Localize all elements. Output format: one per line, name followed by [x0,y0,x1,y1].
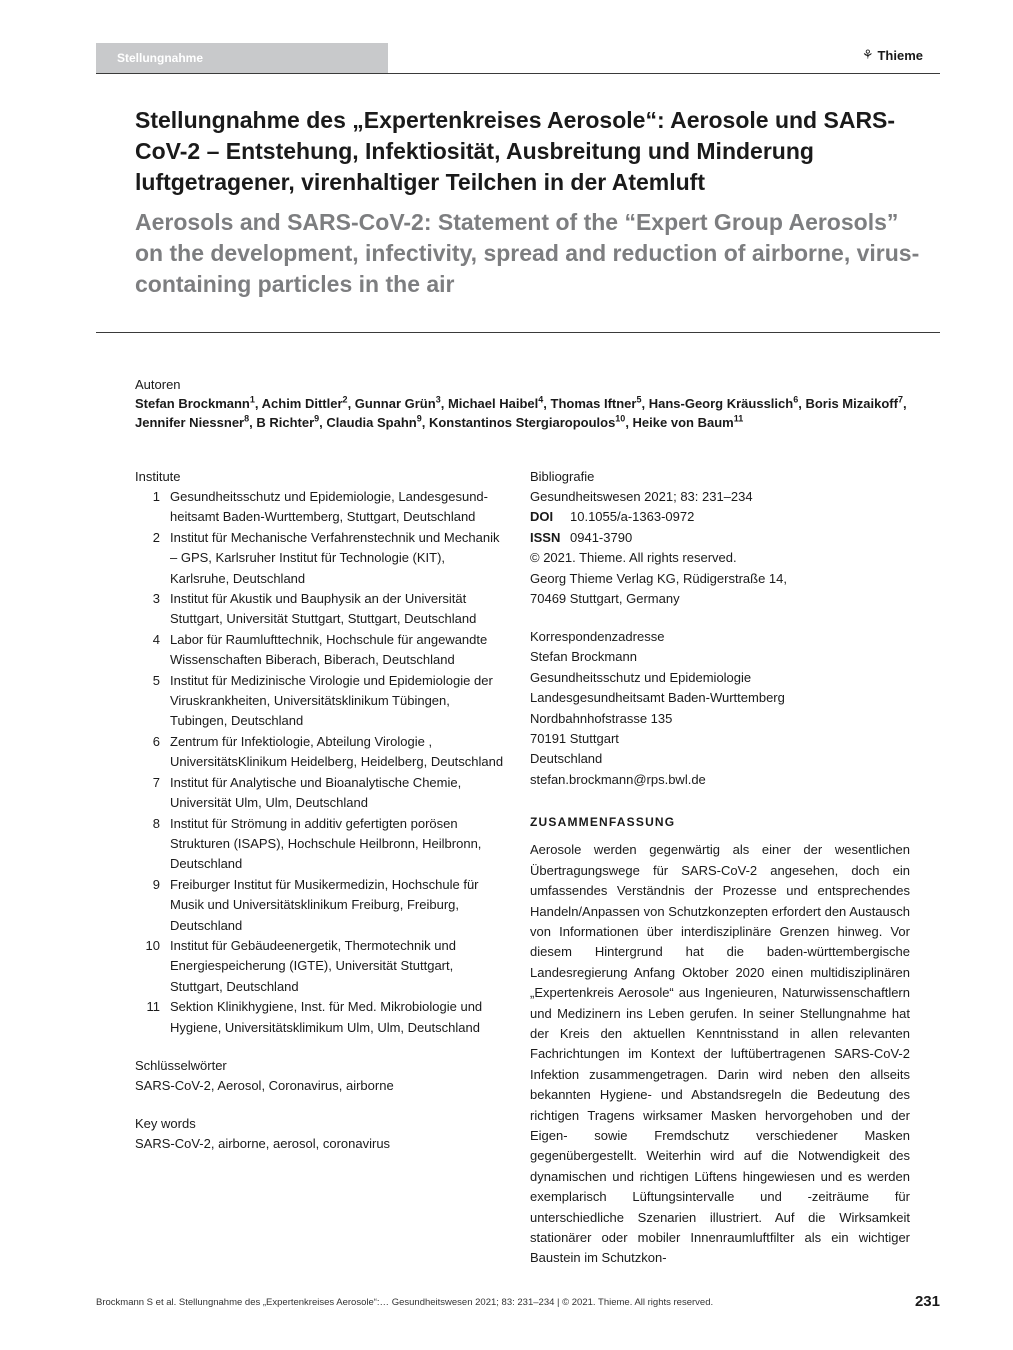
author-affiliation: 9 [314,413,320,424]
author-name: B Richter [256,415,315,430]
publisher-address-1: Georg Thieme Verlag KG, Rüdigerstraße 14, [530,570,787,586]
institute-number: 6 [152,733,160,749]
correspondence-line: Gesundheitsschutz und Epidemiologie [530,669,752,685]
author-name: Heike von Baum [632,415,734,430]
author-name: Michael Haibel [447,396,539,411]
institute-item [135,732,505,773]
keywords-en-label: Key words [135,1116,196,1132]
institute-item [135,671,505,732]
institute-number: 11 [146,999,160,1015]
author-list: Stefan Brockmann$^1$, Achim Dittler$^2$, Gunnar Grün$^3$, Michael Haibel$^4$, Thomas Iftner$^5$, Hans-Georg Kräusslich$^6$, Boris Mizaikoff$^7$, Jennifer Niessner$^8$, B Richter$^9$, Claudia Spahn$^9$, Konstantinos Stergiaropoulos$^{10}$, Heike von Baum$^{11}$ [135,394,907,430]
correspondence-line: Stefan Brockmann [530,649,637,665]
author-name: Thomas Iftner [550,396,637,411]
institute-text: Labor für Raumlufttechnik, Hochschule für angewandte Wissenschaften Biberach, Biberach, Deutschland [170,631,488,668]
author-name: Achim Dittler [261,396,343,411]
issn-value: 0941-3790 [570,529,633,545]
institute-item [135,997,505,1038]
institute-text: Institut für Strömung in additiv gefertigten porösen Strukturen (ISAPS), Hochschule Heilbronn, Heilbronn, Deutschland [170,815,482,872]
author-affiliation: 4 [538,394,544,405]
institute-list [135,487,505,1038]
author-name: Jennifer Niessner [135,415,245,430]
institute-item [135,487,505,528]
author-name: Boris Mizaikoff [805,396,898,411]
institute-number: 1 [152,489,160,504]
author-affiliation: 5 [636,394,642,405]
author-affiliation: 7 [897,394,903,405]
institute-item [135,630,505,671]
correspondence-line: Deutschland [530,751,603,767]
institute-item [135,936,505,997]
institute-number: 7 [152,774,160,790]
institute-item [135,814,505,875]
issn-label: ISSN [530,529,561,545]
institute-text: Gesundheitsschutz und Epidemiologie, Landesgesund-heitsamt Baden-Wurttemberg, Stuttgart, Deutschland [170,489,488,525]
institute-item [135,528,505,589]
doi-label: DOI [530,509,554,525]
institute-number: 5 [152,672,160,688]
author-name: Gunnar Grün [354,396,436,411]
institute-number: 3 [152,591,160,607]
institute-number: 10 [145,937,160,953]
doi-line [530,507,910,527]
title-divider [96,332,940,333]
author-affiliation: 6 [793,394,799,405]
institute-text: Institut für Medizinische Virologie und Epidemiologie der Viruskrankheiten, Universitätsklinikum Tübingen, Tubingen, Deutschland [170,672,493,729]
author-name: Hans-Georg Kräusslich [648,396,794,411]
author-affiliation: 8 [244,413,250,424]
keywords-de-label: Schlüsselwörter [135,1057,227,1073]
correspondence-label: Korrespondenzadresse [530,629,665,645]
author-affiliation: 10 [615,413,626,424]
institute-text: Institut für Akustik und Bauphysik an der Universität Stuttgart, Universität Stuttgart, Stuttgart, Deutschland [170,591,477,627]
author-affiliation: 3 [435,394,441,405]
issn-line [530,528,910,548]
footer-citation: Brockmann S et al. Stellungnahme des „Expertenkreises Aerosole“:… Gesundheitswesen 2021; 83: 231–234 | © 2021. Thieme. All rights reserved. [96,1297,714,1308]
correspondence-email[interactable]: stefan.brockmann@rps.bwl.de [530,771,706,787]
institute-text: Zentrum für Infektiologie, Abteilung Virologie , UniversitätsKlinikum Heidelberg, Heidelberg, Deutschland [170,733,504,770]
header-divider [96,73,940,74]
abstract-heading: ZUSAMMENFASSUNG [530,815,676,830]
page-number: 231 [914,1293,940,1310]
author-name: Stefan Brockmann [135,396,250,411]
institute-item [135,589,505,630]
author-name: Konstantinos Stergiaropoulos [428,415,616,430]
institute-number: 2 [152,529,160,545]
left-column [135,467,505,1155]
institutes-label: Institute [135,469,181,484]
title-english: Aerosols and SARS-CoV-2: Statement of the “Expert Group Aerosols” on the development, infectivity, spread and reduction of airborne, virus-containing particles in the air [135,209,920,297]
keywords-de-value: SARS-CoV-2, Aerosol, Coronavirus, airborne [135,1077,394,1093]
keywords-en-value: SARS-CoV-2, airborne, aerosol, coronavirus [135,1136,391,1152]
institute-number: 9 [152,876,160,892]
publisher-address-2: 70469 Stuttgart, Germany [530,591,680,607]
copyright-line: © 2021. Thieme. All rights reserved. [530,550,737,566]
abstract-text: Aerosole werden gegenwärtig als einer der wesentlichen Übertragungswege für SARS-CoV-2 angesehen, doch ein umfassendes Verständnis der Prozesse und entsprechendes Handeln/Anpassen von Schutzkonzepten erfordert den Austausch von Informationen über interdisziplinäre Grenzen hinweg. Vor diesem Hintergrund hat die baden-württembergische Landesregierung Anfang Oktober 2020 einen multidisziplinären „Expertenkreis Aerosole“ aus Ingenieuren, Naturwissenschaftlern und Medizinern ins Leben gerufen. In seiner Stellungnahme hat der Kreis den aktuellen Kenntnisstand in allen relevanten Fachrichtungen im Kontext der luftübertragenen SARS-CoV-2 Infektion zusammengetragen. Darin wird neben den allseits bekannten Hygiene- und Abstandsregeln die Bedeutung des richtigen Tragens wirksamer Masken hervorgehoben und der Eigen- sowie Fremdschutz verschiedener Masken gegenübergestellt. Weiterhin wird auf die Notwendigkeit des dynamischen und richtigen Lüftens hingewiesen und es werden exemplarisch Lüftungsintervalle und -zeiträume für unterschiedliche Szenarien illustriert. Auf die Wirksamkeit stationärer oder mobiler Innenraumluftfilter als ein wichtiger Baustein im Schutzkon- [530,842,910,1266]
institute-item [135,875,505,936]
thieme-crest-icon: ⚘ [861,47,874,62]
institute-text: Sektion Klinikhygiene, Inst. für Med. Mikrobiologie und Hygiene, Universitätsklimikum Ulm, Ulm, Deutschland [170,999,483,1035]
institute-text: Institut für Gebäudeenergetik, Thermotechnik und Energiespeicherung (IGTE), Universität Stuttgart, Stuttgart, Deutschland [170,937,456,994]
publisher-logo [862,47,923,63]
correspondence-line: Landesgesundheitsamt Baden-Wurttemberg [530,690,785,706]
institute-text: Freiburger Institut für Musikermedizin, Hochschule für Musik und Universitätsklinikum Freiburg, Freiburg, Deutschland [170,876,479,933]
institute-text: Institut für Mechanische Verfahrenstechnik und Mechanik – GPS, Karlsruher Institut für Technologie (KIT), Karlsruhe, Deutschland [170,529,500,586]
institute-number: 4 [152,631,160,647]
authors-section [135,375,925,432]
correspondence-line: 70191 Stuttgart [530,731,619,747]
bibliography-label: Bibliografie [530,469,595,484]
author-affiliation: 1 [249,394,255,405]
author-affiliation: 9 [416,413,422,424]
bibliography-citation: Gesundheitswesen 2021; 83: 231–234 [530,489,753,504]
author-affiliation: 2 [342,394,348,405]
author-affiliation: 11 [733,413,744,424]
section-label: Stellungnahme [96,43,388,74]
author-name: Claudia Spahn [326,415,417,430]
institute-text: Institut für Analytische und Bioanalytische Chemie, Universität Ulm, Ulm, Deutschland [170,774,462,811]
publisher-name: Thieme [877,47,923,63]
right-column [530,467,910,1269]
institute-number: 8 [152,815,160,831]
title-german: Stellungnahme des „Expertenkreises Aerosole“: Aerosole und SARS-CoV-2 – Entstehung, Infektiosität, Ausbreitung und Minderung luftgetragener, virenhaltiger Teilchen in der Atemluft [135,107,896,195]
correspondence-line: Nordbahnhofstrasse 135 [530,710,673,726]
authors-label: Autoren [135,377,181,392]
institute-item [135,773,505,814]
doi-link[interactable]: 10.1055/a-1363-0972 [570,509,695,525]
